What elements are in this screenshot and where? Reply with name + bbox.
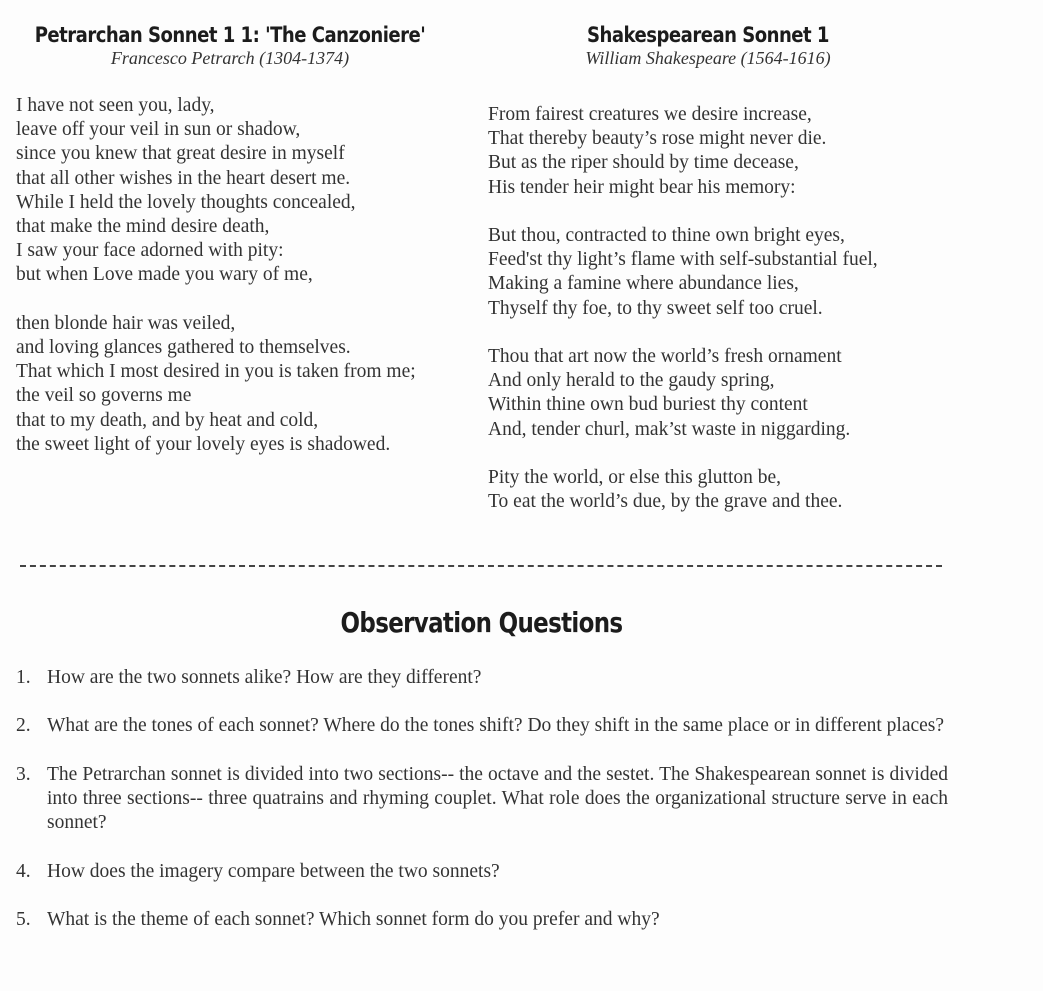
- question-text: How are the two sonnets alike? How are they different?: [47, 667, 482, 688]
- shakespearean-sonnet-author: William Shakespeare (1564-1616): [585, 48, 831, 68]
- poem-line: And only herald to the gaudy spring,: [488, 370, 775, 392]
- poem-line: the sweet light of your lovely eyes is shadowed.: [16, 433, 391, 455]
- observation-questions-list: [16, 666, 948, 956]
- question-item: [16, 666, 948, 690]
- question-number: 3.: [16, 763, 31, 785]
- shakespearean-poem-body: [488, 103, 1028, 514]
- poem-line: But as the riper should by time decease,: [488, 152, 799, 174]
- poem-line: since you knew that great desire in myself: [16, 143, 345, 165]
- poem-line: that all other wishes in the heart desert me.: [16, 167, 351, 189]
- poem-line: but when Love made you wary of me,: [16, 264, 313, 286]
- poem-line: But thou, contracted to thine own bright eyes,: [488, 225, 845, 246]
- question-number: 2.: [16, 715, 31, 737]
- poem-line: Thyself thy foe, to thy sweet self too cruel.: [488, 297, 823, 319]
- poem-line: His tender heir might bear his memory:: [488, 176, 796, 198]
- stanza-gap: [488, 321, 1028, 345]
- stanza-gap: [488, 200, 1028, 224]
- petrarchan-sonnet-column: [16, 22, 466, 457]
- poem-line: That thereby beauty’s rose might never die.: [488, 128, 827, 150]
- stanza-gap: [488, 442, 1028, 466]
- shakespearean-sonnet-column: [488, 22, 1028, 514]
- question-item: [16, 763, 948, 836]
- poem-line: leave off your veil in sun or shadow,: [16, 119, 301, 141]
- poem-line: Pity the world, or else this glutton be,: [488, 467, 782, 488]
- poem-line: To eat the world’s due, by the grave and thee.: [488, 491, 843, 513]
- poem-line: I have not seen you, lady,: [16, 95, 215, 116]
- question-text: How does the imagery compare between the two sonnets?: [47, 860, 500, 882]
- poem-line: the veil so governs me: [16, 385, 192, 407]
- poem-line: That which I most desired in you is taken from me;: [16, 361, 416, 383]
- question-text: What is the theme of each sonnet? Which sonnet form do you prefer and why?: [47, 908, 660, 930]
- poem-line: Feed'st thy light’s flame with self-substantial fuel,: [488, 249, 878, 271]
- dashed-divider: [20, 565, 942, 567]
- question-text: The Petrarchan sonnet is divided into two sections-- the octave and the sestet. The Shakespearean sonnet is divided into three sections-- three quatrains and rhyming couplet. What role does the organizational structure serve in each sonnet?: [47, 763, 948, 834]
- poem-line: While I held the lovely thoughts concealed,: [16, 191, 356, 213]
- poem-line: And, tender churl, mak’st waste in niggarding.: [488, 418, 851, 440]
- poem-line: From fairest creatures we desire increase,: [488, 104, 812, 125]
- stanza-gap: [16, 288, 446, 312]
- petrarchan-sonnet-author: Francesco Petrarch (1304-1374): [110, 48, 350, 68]
- poem-line: that make the mind desire death,: [16, 216, 270, 238]
- question-item: [16, 908, 948, 932]
- poem-line: that to my death, and by heat and cold,: [16, 409, 319, 431]
- petrarchan-poem-body: [16, 94, 446, 457]
- question-number: 4.: [16, 860, 31, 882]
- petrarchan-sonnet-title: Petrarchan Sonnet 1 1: 'The Canzoniere': [34, 23, 426, 47]
- poem-line: Making a famine where abundance lies,: [488, 273, 799, 295]
- poem-line: I saw your face adorned with pity:: [16, 240, 284, 262]
- question-item: [16, 714, 948, 738]
- poem-line: then blonde hair was veiled,: [16, 312, 236, 334]
- observation-questions-heading: Observation Questions: [340, 606, 623, 639]
- question-text: What are the tones of each sonnet? Where do the tones shift? Do they shift in the same place or in different places?: [47, 715, 945, 737]
- question-number: 5.: [16, 908, 31, 930]
- poem-line: Within thine own bud buriest thy content: [488, 394, 808, 416]
- shakespearean-sonnet-title: Shakespearean Sonnet 1: [587, 23, 829, 47]
- question-number: 1.: [16, 667, 31, 688]
- question-item: [16, 860, 948, 884]
- poem-line: Thou that art now the world’s fresh ornament: [488, 346, 842, 367]
- poem-line: and loving glances gathered to themselves.: [16, 337, 351, 359]
